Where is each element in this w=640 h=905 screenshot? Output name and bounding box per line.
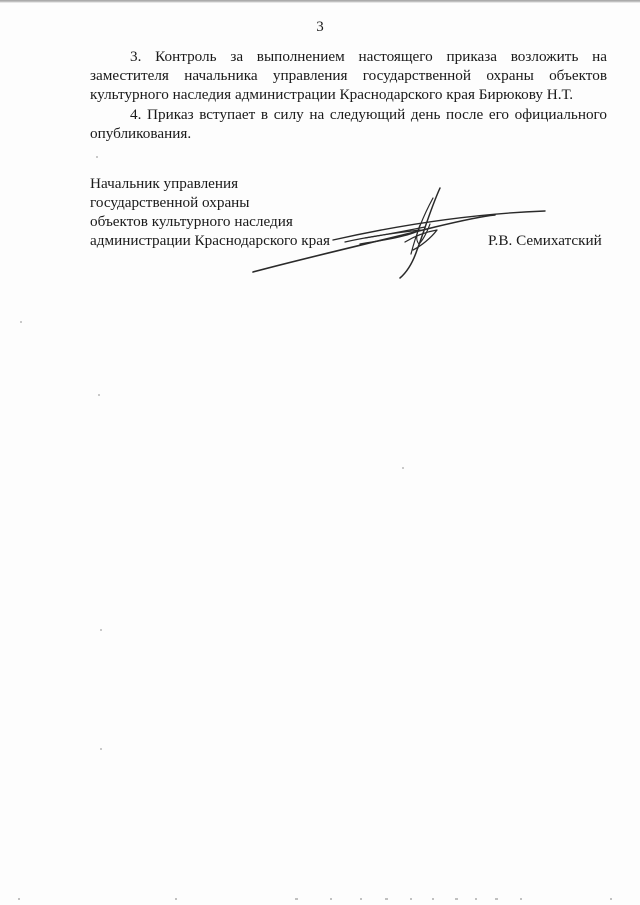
page-number: 3 bbox=[316, 19, 324, 35]
position-line: Начальник управления bbox=[90, 175, 239, 192]
scan-top-edge bbox=[0, 0, 640, 3]
paragraph-item-3: 3. Контроль за выполнением настоящего приказа возложить на заместителя начальника управления государственной охраны объектов культурного наследия администрации Краснодарского края Бирюкову Н.Т. bbox=[90, 48, 607, 103]
handwritten-signature-icon bbox=[245, 180, 555, 280]
paragraph-item-4: 4. Приказ вступает в силу на следующий день после его официального опубликования. bbox=[90, 106, 607, 142]
scan-speck bbox=[100, 629, 102, 631]
position-line: государственной охраны bbox=[90, 194, 250, 211]
signatory-name: Р.В. Семихатский bbox=[488, 232, 602, 249]
position-line: объектов культурного наследия bbox=[90, 213, 293, 230]
scan-speck bbox=[20, 321, 22, 323]
scan-speck bbox=[98, 394, 100, 396]
scan-speck bbox=[100, 748, 102, 750]
scan-speck bbox=[402, 467, 404, 469]
scan-speck bbox=[96, 156, 98, 158]
scan-bottom-artifacts bbox=[0, 897, 640, 901]
position-line: администрации Краснодарского края bbox=[90, 232, 330, 249]
